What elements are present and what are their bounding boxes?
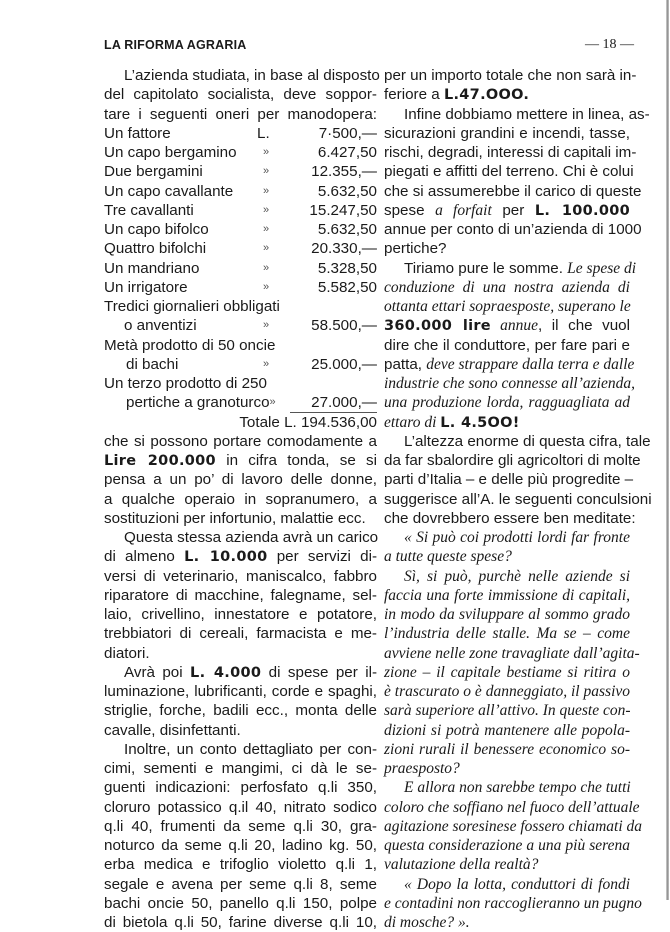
- quote-paragraph: [384, 528, 630, 567]
- text-fragment: per: [492, 202, 535, 219]
- cost-label: Due bergamini: [104, 162, 263, 181]
- ditto-mark: »: [263, 220, 285, 239]
- text-line: di bietola q.li 50, farine diverse q.li 10,: [104, 913, 377, 932]
- cost-row: [104, 239, 377, 258]
- text-line: che si possono portare comodamente a: [104, 432, 377, 451]
- text-line: segale e avena per seme q.li 8, seme: [104, 875, 377, 894]
- paragraph: [384, 259, 630, 432]
- italic-line: dizioni si potrà mantenere alle popola-: [384, 721, 630, 740]
- italic-line: questa considerazione a una più serena: [384, 836, 630, 855]
- italic-line: faccia una forte immissione di capitali,: [384, 586, 630, 605]
- cost-label: Un capo bifolco: [104, 220, 263, 239]
- italic-line: « Si può coi prodotti lordi far fronte: [384, 528, 630, 547]
- text-line: striglie, forche, badili ecc., monta delle: [104, 701, 377, 720]
- paragraph: [104, 740, 377, 932]
- cost-label-cont: o anventizi: [124, 316, 263, 335]
- text-line: laio, crivellino, innestatore e potatore,: [104, 605, 377, 624]
- text-line: dire che il conduttore, per fare pari e: [384, 336, 630, 355]
- italic-line: « Dopo la lotta, conduttori di fondi: [384, 875, 630, 894]
- italic-line: valutazione della realtà?: [384, 855, 630, 874]
- cost-label: Metà prodotto di 50 oncie: [104, 336, 275, 355]
- text-line: piegati e affitti del terreno. Chi è colui: [384, 162, 630, 181]
- text-line: per un importo totale che non sarà in-: [384, 66, 630, 85]
- italic-line: agitazione soresinese fossero chiamati da: [384, 817, 630, 836]
- italic-line: zione – il capitale bestiame si ritira o: [384, 663, 630, 682]
- bold-amount: L. 4.000: [190, 665, 261, 681]
- cost-label: Tre cavallanti: [104, 201, 263, 220]
- quote-paragraph: [384, 875, 630, 932]
- text-line: che dovrebbero essere ben meditate:: [384, 509, 630, 528]
- total-amount: 194.536,00: [301, 413, 377, 432]
- cost-row: [104, 259, 377, 278]
- paragraph: [104, 528, 377, 663]
- quote-paragraph: [384, 778, 630, 874]
- text-line: Questa stessa azienda avrà un carico: [104, 528, 377, 547]
- ditto-mark: »: [270, 393, 291, 412]
- text-line: L’altezza enorme di questa cifra, tale: [384, 432, 630, 451]
- text-line: erba medica e trifoglio violetto q.li 1,: [104, 855, 377, 874]
- text-fragment: feriore a: [384, 86, 444, 103]
- cost-label-cont: di bachi: [126, 355, 263, 374]
- italic-line: avviene nelle zone travagliate dall’agita-: [384, 644, 630, 663]
- italic-line: conduzione di una nostra azienda di: [384, 278, 630, 297]
- cost-label-cont: pertiche a granoturco: [126, 393, 270, 412]
- ditto-mark: »: [263, 239, 285, 258]
- text-line: cloruro potassico q.il 40, nitrato sodico: [104, 798, 377, 817]
- labor-cost-table: [104, 124, 377, 432]
- bold-amount: 360.000 lire: [384, 318, 491, 334]
- cost-row-label: [104, 374, 377, 393]
- text-line: guenti indicazioni: perfosfato q.li 350,: [104, 778, 377, 797]
- text-line: bachi oncie 50, panello q.li 150, polpe: [104, 894, 377, 913]
- cost-row: [104, 143, 377, 162]
- text-line: a qualche operaio in sopranumero, a: [104, 490, 377, 509]
- text-line: pertiche?: [384, 239, 630, 258]
- cost-label: Un terzo prodotto di 250: [104, 374, 267, 393]
- text-fragment: in cifra tonda, se si: [216, 452, 377, 469]
- cost-label: Un mandriano: [104, 259, 263, 278]
- cost-label: Un capo cavallante: [104, 182, 263, 201]
- italic-line: Sì, si può, purchè nelle aziende si: [384, 567, 630, 586]
- total-label: Totale L.: [239, 413, 296, 432]
- text-line: riparatore di macchine, falegname, sel-: [104, 586, 377, 605]
- cost-amount: 5.328,50: [285, 259, 377, 278]
- text-fragment: Avrà poi: [124, 664, 190, 681]
- text-line: L’azienda studiata, in base al disposto: [104, 66, 377, 85]
- paragraph: [384, 66, 630, 105]
- cost-row-label: [104, 297, 377, 316]
- cost-amount: 5.582,50: [285, 278, 377, 297]
- paragraph: [384, 105, 630, 259]
- text-line: sostituzioni per infortunio, malattie ecc.: [104, 509, 377, 528]
- cost-row: [104, 220, 377, 239]
- text-line: versi di veterinario, maniscalco, fabbro: [104, 567, 377, 586]
- text-line: trebbiatori di cereali, farmacista e me-: [104, 624, 377, 643]
- text-line: rischi, degradi, interessi di capitali im-: [384, 143, 630, 162]
- text-line: annue per conto di un’azienda di 1000: [384, 220, 630, 239]
- text-line: q.li 40, frumenti da seme q.li 30, gra-: [104, 817, 377, 836]
- italic-line: di mosche? ».: [384, 913, 630, 932]
- text-line: suggerisce all’A. le seguenti conculsioni: [384, 490, 630, 509]
- cost-amount: 6.427,50: [285, 143, 377, 162]
- text-line: cimi, sementi e mangimi, ci dà le se-: [104, 759, 377, 778]
- cost-amount: 27.000,—: [290, 393, 377, 412]
- bold-amount: L. 4.5OO!: [440, 415, 519, 431]
- ditto-mark: »: [263, 316, 285, 335]
- ditto-mark: »: [263, 201, 285, 220]
- ditto-mark: »: [263, 278, 285, 297]
- italic-line: una produzione lorda, ragguagliata ad: [384, 393, 630, 412]
- text-line: luminazione, lubrificanti, corde e spaghi,: [104, 682, 377, 701]
- cost-row: [104, 124, 377, 143]
- text-line: Infine dobbiamo mettere in linea, as-: [384, 105, 630, 124]
- text-line: noturco da seme q.li 20, ladino kg. 50,: [104, 836, 377, 855]
- text-line: diatori.: [104, 644, 377, 663]
- cost-amount: 25.000,—: [285, 355, 377, 374]
- cost-label: Tredici giornalieri obbligati: [104, 297, 280, 316]
- cost-amount: 15.247,50: [285, 201, 377, 220]
- cost-amount: 5.632,50: [285, 220, 377, 239]
- text-line: Inoltre, un conto dettagliato per con-: [104, 740, 377, 759]
- ditto-mark: »: [263, 182, 285, 201]
- text-fragment: spese: [384, 202, 435, 219]
- cost-row: [104, 201, 377, 220]
- text-line: pensa a un po’ di lavoro delle donne,: [104, 470, 377, 489]
- text-line: cavalle, disinfettanti.: [104, 721, 377, 740]
- bold-amount: Lire 200.000: [104, 453, 216, 469]
- currency-symbol: L.: [257, 124, 285, 143]
- italic-line: e contadini non raccoglieranno un pugno: [384, 894, 630, 913]
- italic-line: zioni rurali il benessere economico so-: [384, 740, 630, 759]
- bold-amount: L. 100.000: [535, 203, 630, 219]
- text-line: da far sbalordire gli agricoltori di molte: [384, 451, 630, 470]
- italic-text: a forfait: [435, 202, 492, 219]
- italic-text: annue: [491, 317, 538, 334]
- right-column: [384, 66, 630, 932]
- text-fragment: Tiriamo pure le somme.: [404, 260, 567, 277]
- cost-row: [104, 162, 377, 181]
- bold-amount: L. 10.000: [184, 549, 267, 565]
- ditto-mark: »: [263, 259, 285, 278]
- cost-label: Quattro bifolchi: [104, 239, 263, 258]
- text-fragment: per servizi di-: [268, 548, 378, 565]
- italic-line: coloro che soffiano nel fuoco dell’attuale: [384, 798, 630, 817]
- paragraph: [384, 432, 630, 528]
- bold-amount: L.47.OOO.: [444, 87, 529, 103]
- text-line: parti d’Italia – e delle più progredite –: [384, 470, 630, 489]
- ditto-mark: »: [263, 162, 285, 181]
- italic-text: deve strappare dalla terra e dalle: [426, 356, 634, 373]
- cost-row: [104, 393, 377, 412]
- italic-line: a tutte queste spese?: [384, 547, 630, 566]
- italic-text: ettaro di: [384, 414, 440, 431]
- text-line: sicurazioni grandini e incendi, tasse,: [384, 124, 630, 143]
- italic-line: in modo da sviluppare al sommo grado: [384, 605, 630, 624]
- ditto-mark: »: [263, 355, 285, 374]
- cost-row: [104, 355, 377, 374]
- text-fragment: di spese per il-: [261, 664, 377, 681]
- cost-row-label: [104, 336, 377, 355]
- cost-amount: 20.330,—: [285, 239, 377, 258]
- text-line: tare i seguenti oneri per manodopera:: [104, 105, 377, 124]
- cost-label: Un capo bergamino: [104, 143, 263, 162]
- cost-amount: 12.355,—: [285, 162, 377, 181]
- text-fragment: di almeno: [104, 548, 184, 565]
- page-number: — 18 —: [585, 37, 634, 53]
- italic-line: E allora non sarebbe tempo che tutti: [384, 778, 630, 797]
- cost-amount: 5.632,50: [285, 182, 377, 201]
- cost-row: [104, 278, 377, 297]
- cost-amount: 7·500,—: [285, 124, 377, 143]
- total-row: [104, 413, 377, 432]
- text-line: del capitolato socialista, deve soppor-: [104, 85, 377, 104]
- cost-label: Un irrigatore: [104, 278, 263, 297]
- ditto-mark: »: [263, 143, 285, 162]
- cost-row: [104, 182, 377, 201]
- text-fragment: , il che vuol: [538, 317, 630, 334]
- left-column: [104, 66, 377, 932]
- italic-text: Le spese di: [567, 260, 636, 277]
- italic-line: è trascurato o è danneggiato, il passivo: [384, 682, 630, 701]
- italic-line: l’industria delle stalle. Ma se – come: [384, 624, 630, 643]
- text-fragment: patta,: [384, 356, 426, 373]
- italic-line: ottanta ettari sopraesposte, superano le: [384, 297, 630, 316]
- text-line: che si assumerebbe il carico di queste: [384, 182, 630, 201]
- quote-paragraph: [384, 567, 630, 779]
- cost-amount: 58.500,—: [285, 316, 377, 335]
- italic-line: sarà superiore all’attivo. In queste con-: [384, 701, 630, 720]
- italic-line: industrie che sono connesse all’azienda,: [384, 374, 630, 393]
- cost-row: [104, 316, 377, 335]
- cost-label: Un fattore: [104, 124, 257, 143]
- italic-line: praesposto?: [384, 759, 630, 778]
- paragraph: [104, 432, 377, 528]
- page-edge: [666, 0, 669, 900]
- paragraph: [104, 663, 377, 740]
- intro-paragraph: [104, 66, 377, 124]
- running-title: LA RIFORMA AGRARIA: [104, 38, 246, 52]
